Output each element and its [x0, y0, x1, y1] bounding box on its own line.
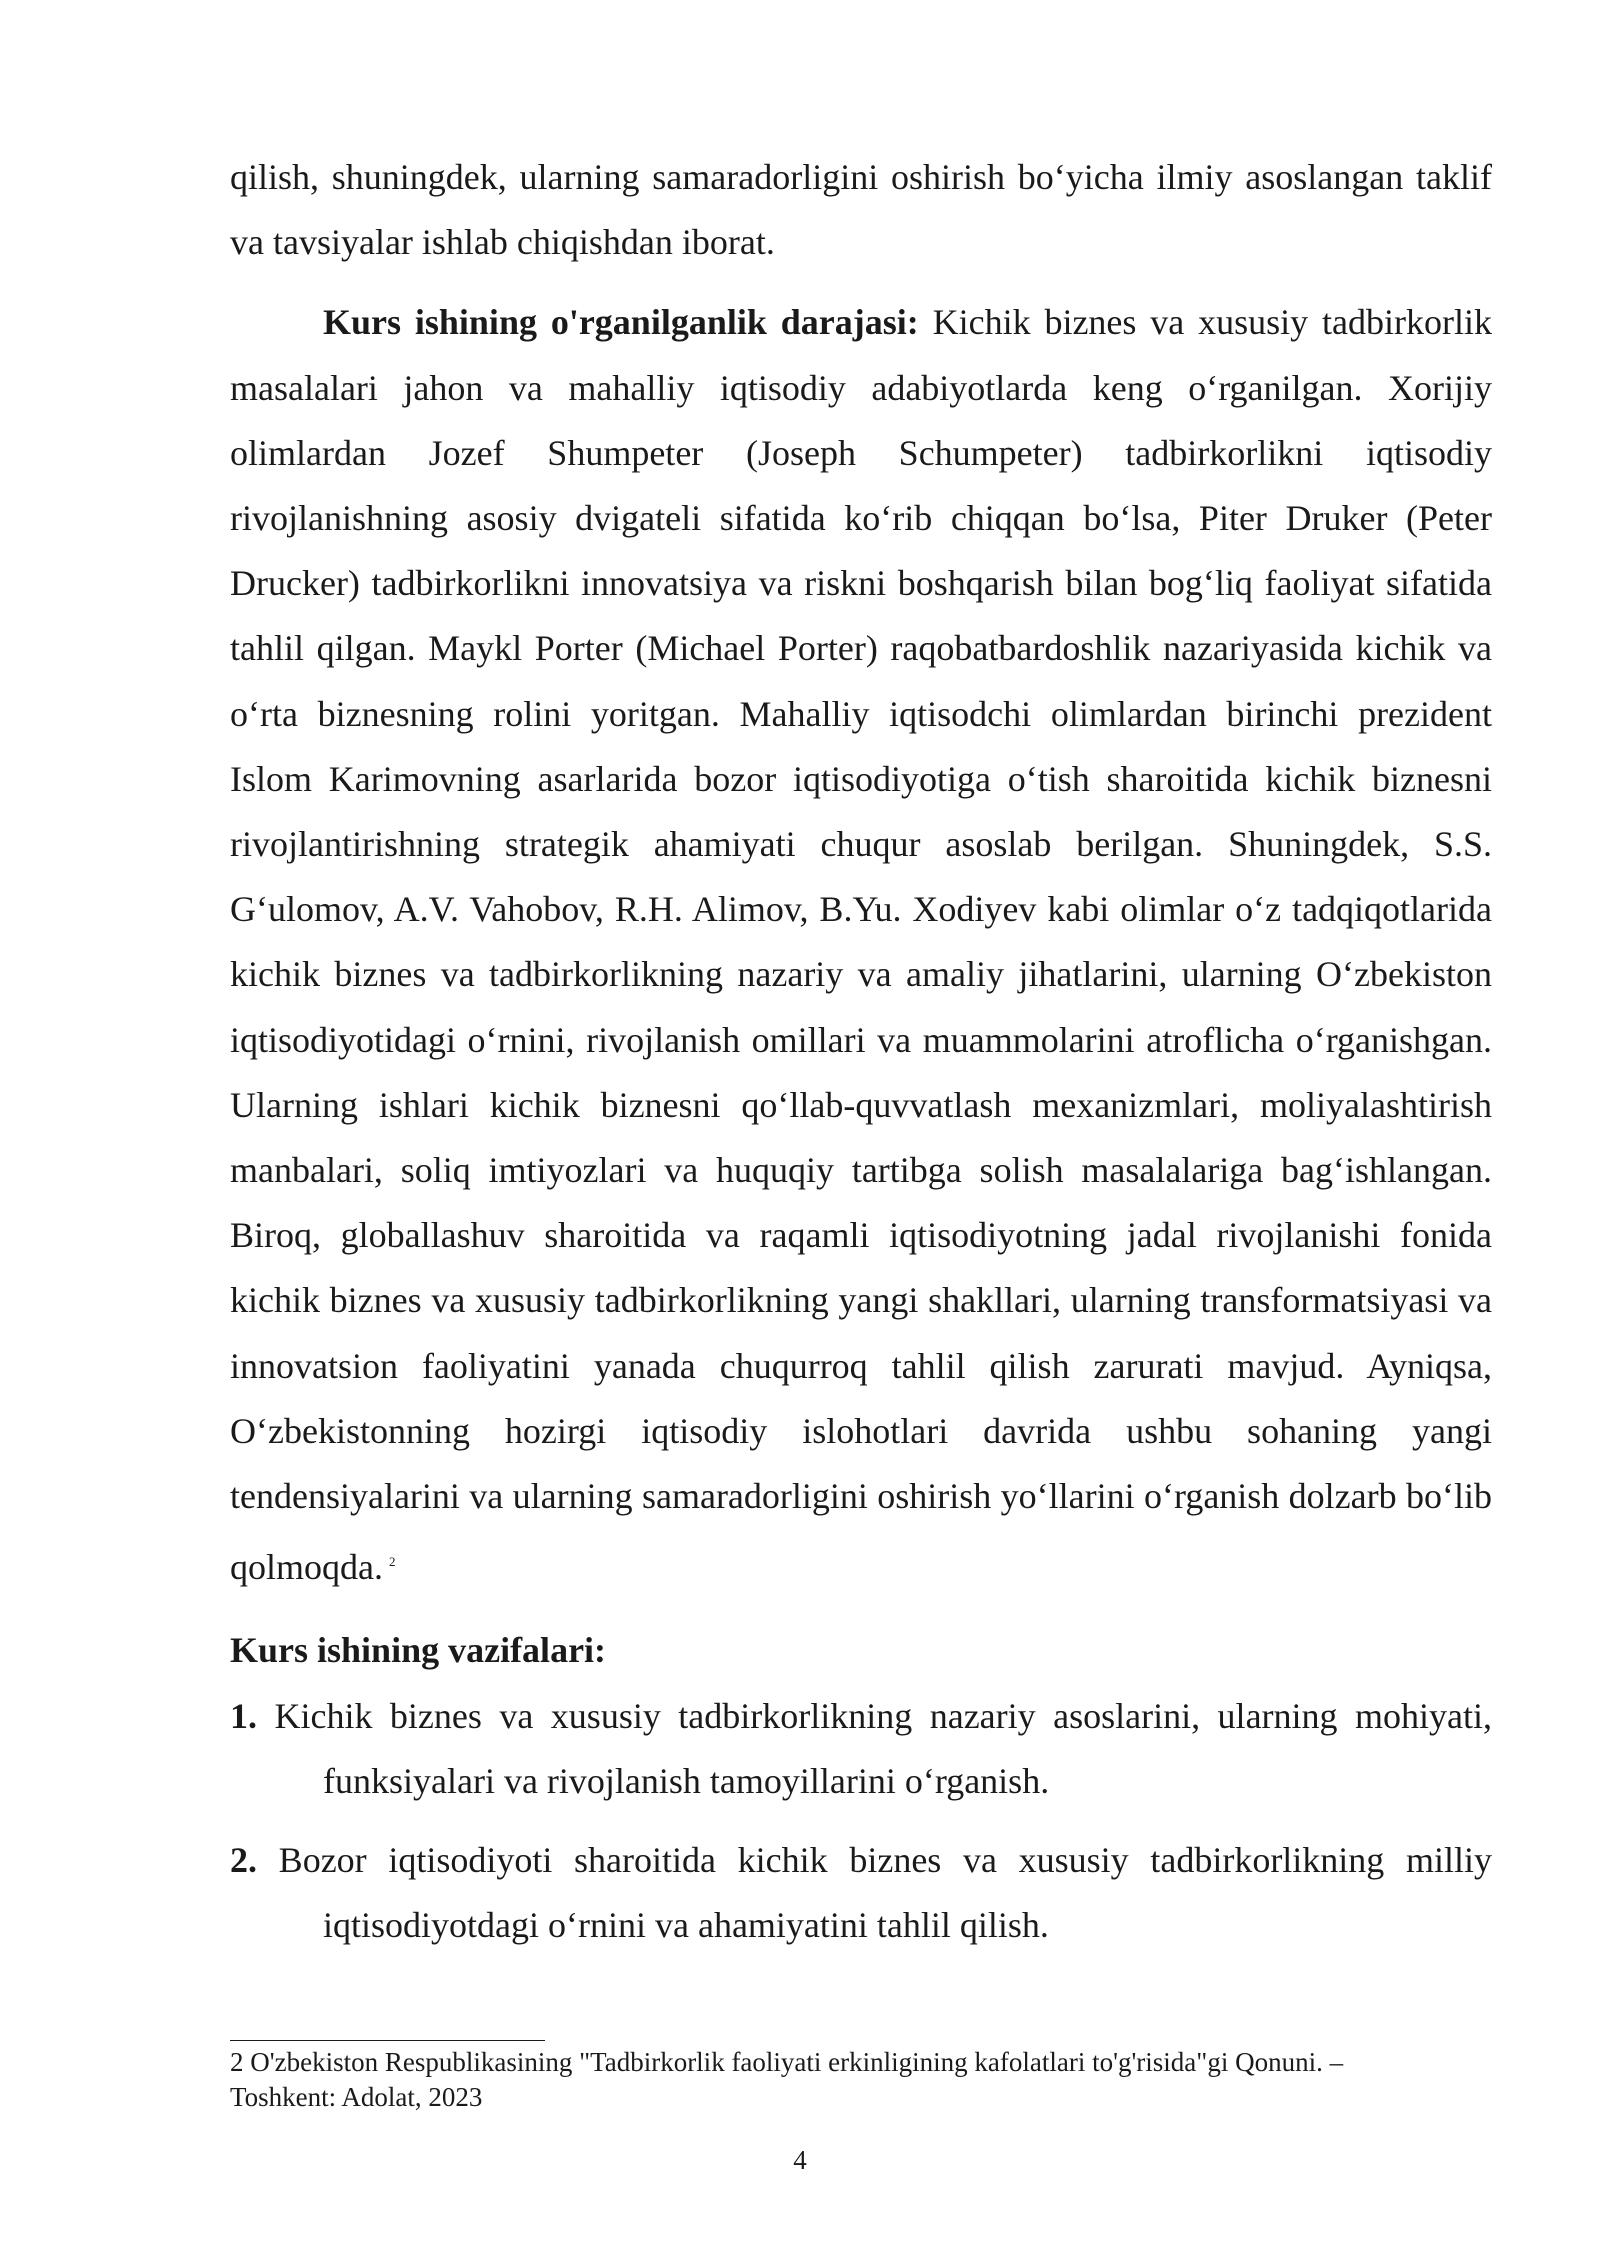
task-item — [230, 1828, 1492, 1958]
paragraph-intro-end: qilish, shuningdek, ularning samaradorligini oshirish bo‘yicha ilmiy asoslangan taklif va tavsiyalar ishlab chiqishdan iborat. — [230, 157, 1492, 263]
research-level-text: Kichik biznes va xususiy tadbirkorlik masalalari jahon va mahalliy iqtisodiy adabiyotlarda keng o‘rganilgan. Xorijiy olimlardan Jozef Shumpeter (Joseph Schumpeter) tadbirkorlikni iqtisodiy rivojlanishning asosiy dvigateli sifatida ko‘rib chiqqan bo‘lsa, Piter Druker (Peter Drucker) tadbirkorlikni innovatsiya va riskni boshqarish bilan bog‘liq faoliyat sifatida tahlil qilgan. Maykl Porter (Michael Porter) raqobatbardoshlik nazariyasida kichik va o‘rta biznesning rolini yoritgan. Mahalliy iqtisodchi olimlardan birinchi prezident Islom Karimovning asarlarida bozor iqtisodiyotiga o‘tish sharoitida kichik biznesni rivojlantirishning strategik ahamiyati chuqur asoslab berilgan. Shuningdek, S.S. G‘ulomov, A.V. Vahobov, R.H. Alimov, B.Yu. Xodiyev kabi olimlar o‘z tadqiqotlarida kichik biznes va tadbirkorlikning nazariy va amaliy jihatlarini, ularning O‘zbekiston iqtisodiyotidagi o‘rnini, rivojlanish omillari va muammolarini atroflicha o‘rganishgan. Ularning ishlari kichik biznesni qo‘llab-quvvatlash mexanizmlari, moliyalashtirish manbalari, soliq imtiyozlari va huquqiy tartibga solish masalalariga bag‘ishlangan. Biroq, globallashuv sharoitida va raqamli iqtisodiyotning jadal rivojlanishi fonida kichik biznes va xususiy tadbirkorlikning yangi shakllari, ularning transformatsiyasi va innovatsion faoliyatini yanada chuqurroq tahlil qilish zarurati mavjud. Ayniqsa, O‘zbekistonning hozirgi iqtisodiy islohotlari davrida ushbu sohaning yangi tendensiyalarini va ularning samaradorligini oshirish yo‘llarini o‘rganish dolzarb bo‘lib qolmoqda. — [230, 302, 1492, 1588]
footnote — [230, 2045, 1492, 2115]
footnote-line: 2 O'zbekiston Respublikasining "Tadbirkorlik faoliyati erkinligining kafolatlari to'g'risida"gi Qonuni. – — [230, 2047, 1344, 2077]
tasks-heading: Kurs ishining vazifalari: — [230, 1630, 607, 1671]
task-text: Bozor iqtisodiyoti sharoitida kichik biznes va xususiy tadbirkorlikning milliy iqtisodiyotdagi o‘rnini va ahamiyatini tahlil qilish. — [257, 1840, 1492, 1946]
research-level-label: Kurs ishining o'rganilganlik darajasi: — [323, 302, 919, 343]
page-number: 4 — [793, 2145, 807, 2175]
footnote-separator — [230, 2040, 545, 2041]
task-number: 2. — [230, 1840, 257, 1881]
task-text: Kichik biznes va xususiy tadbirkorlikning nazariy asoslarini, ularning mohiyati, funksiyalari va rivojlanish tamoyillarini o‘rganish. — [257, 1695, 1492, 1801]
footnote-reference[interactable]: 2 — [388, 1554, 396, 1570]
task-number: 1. — [230, 1695, 257, 1736]
task-item — [230, 1684, 1492, 1814]
footnote-line: Toshkent: Adolat, 2023 — [230, 2082, 483, 2112]
body-text — [230, 145, 1492, 1958]
paragraph-research-level — [230, 290, 1492, 1600]
